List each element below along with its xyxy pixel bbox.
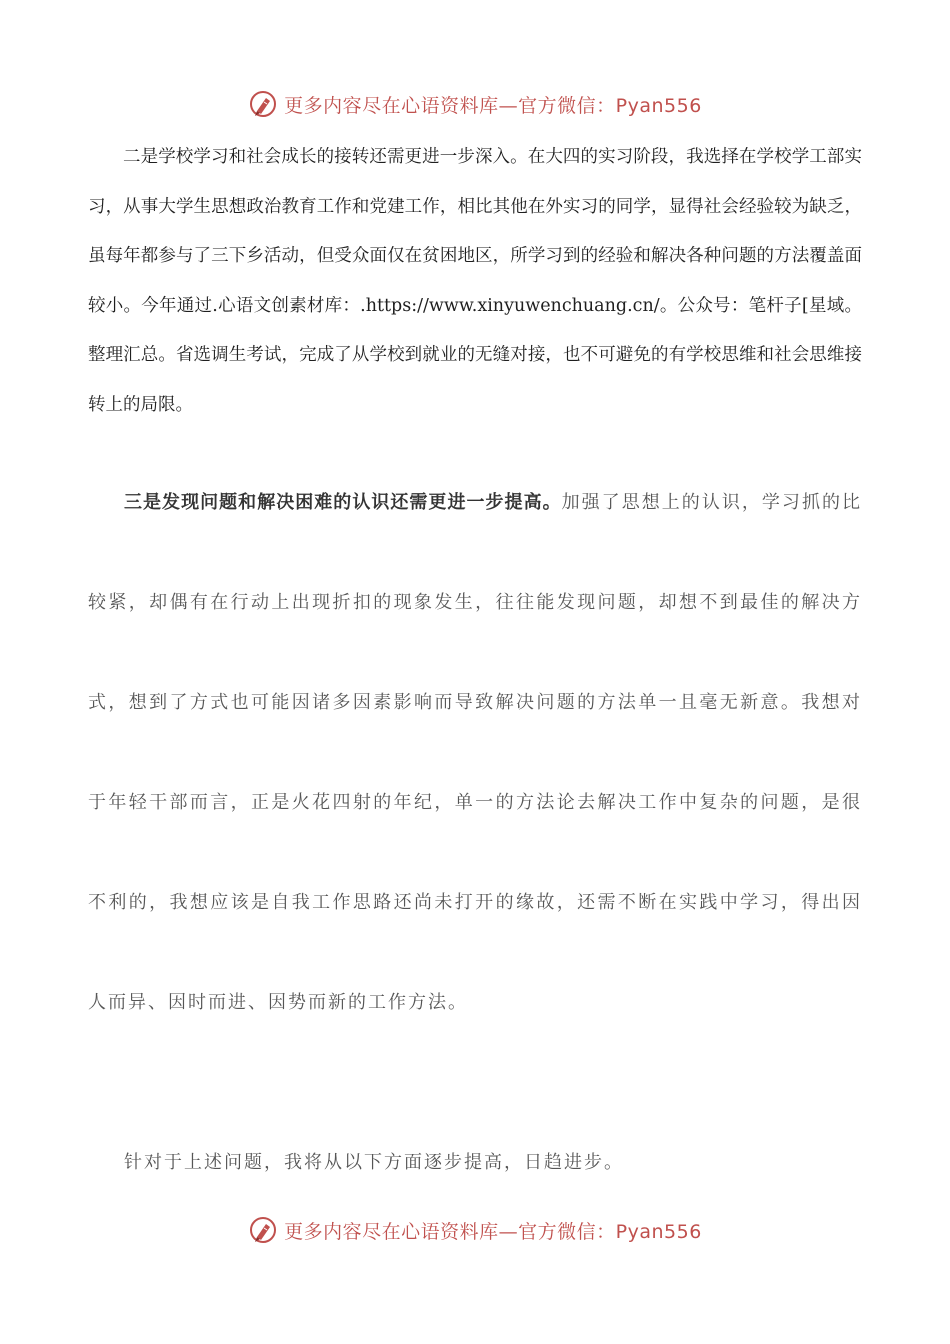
paragraph-three-lead: 三是发现问题和解决困难的认识还需更进一步提高。	[124, 492, 562, 513]
pen-nib-circle-icon	[248, 1215, 278, 1245]
header-banner-account: Pyan556	[615, 94, 702, 117]
closing-sentence: 针对于上述问题，我将从以下方面逐步提高，日趋进步。	[124, 1152, 624, 1173]
header-banner-text: 更多内容尽在心语资料库—官方微信：Pyan556	[284, 94, 702, 117]
pen-nib-circle-icon	[248, 89, 278, 119]
paragraph-two-text: 二是学校学习和社会成长的接转还需更进一步深入。在大四的实习阶段，我选择在学校学工部实习，从事大学生思想政治教育工作和党建工作，相比其他在外实习的同学，显得社会经验较为缺乏，虽每年都参与了三下乡活动，但受众面仅在贫困地区，所学习到的经验和解决各种问题的方法覆盖面较小。今年通过.心语文创素材库：.https://www.xinyuwenchuang.cn/。公众号：笔杆子[星域。整理汇总。省选调生考试，完成了从学校到就业的无缝对接，也不可避免的有学校思维和社会思维接转上的局限。	[88, 147, 862, 415]
footer-banner-text: 更多内容尽在心语资料库—官方微信：Pyan556	[284, 1220, 702, 1243]
paragraph-two	[88, 133, 862, 431]
paragraph-three	[88, 453, 862, 1053]
paragraph-three-text: 加强了思想上的认识，学习抓的比较紧，却偶有在行动上出现折扣的现象发生，往往能发现问题，却想不到最佳的解决方式，想到了方式也可能因诸多因素影响而导致解决问题的方法单一且毫无新意。我想对于年轻干部而言，正是火花四射的年纪，单一的方法论去解决工作中复杂的问题，是很不利的，我想应该是自我工作思路还尚未打开的缘故，还需不断在实践中学习，得出因人而异、因时而进、因势而新的工作方法。	[88, 492, 863, 1013]
footer-banner-account: Pyan556	[615, 1220, 702, 1243]
footer-banner	[0, 1210, 950, 1250]
header-banner	[0, 84, 950, 124]
